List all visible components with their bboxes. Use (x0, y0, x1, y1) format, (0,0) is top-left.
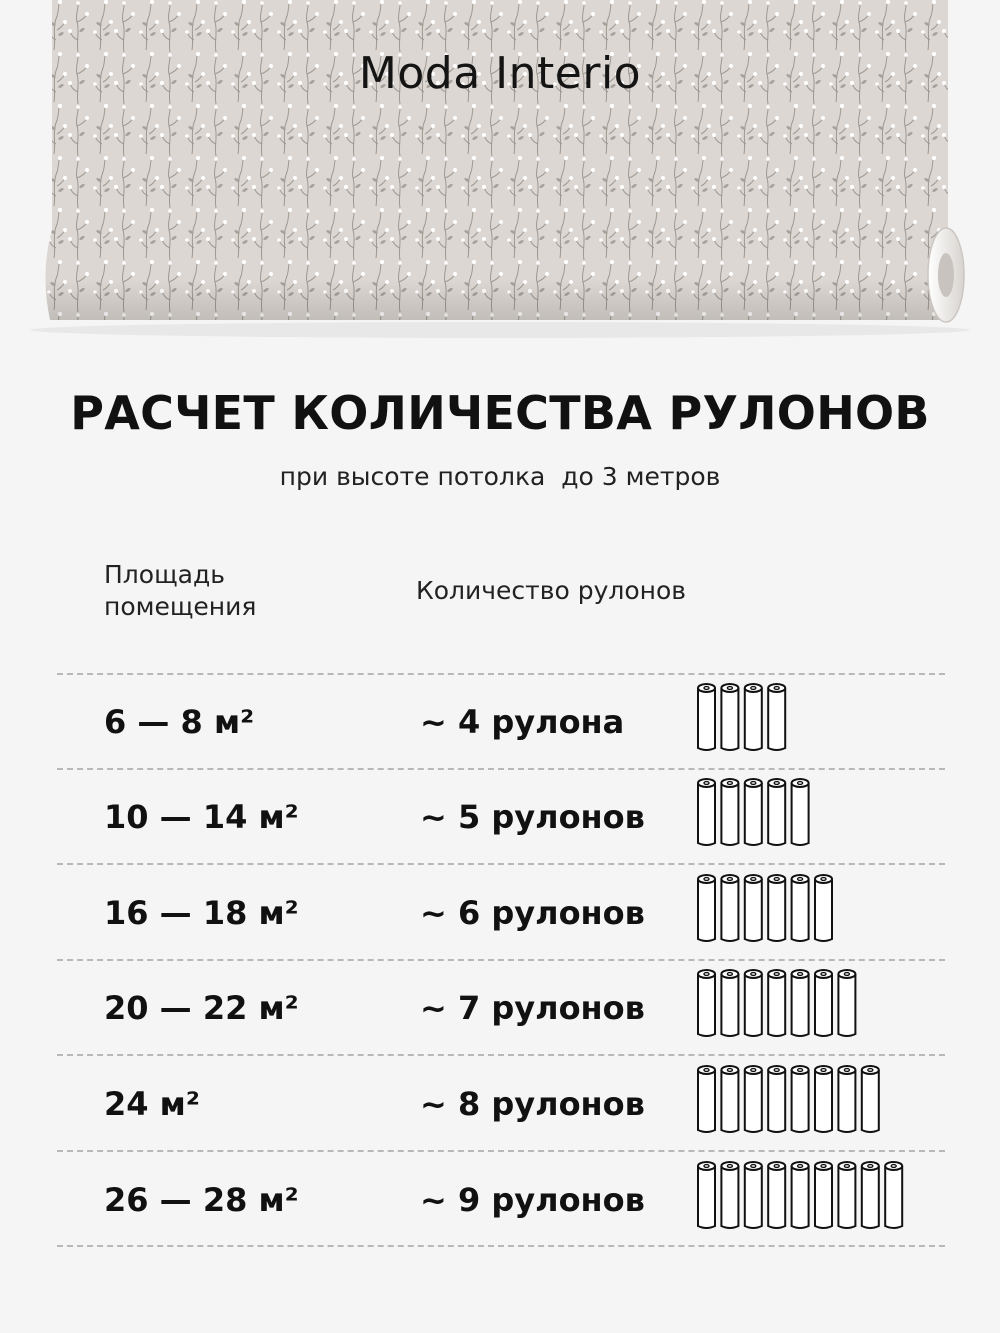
wallpaper-roll-icon (768, 875, 785, 941)
page-subtitle: при высоте потолка до 3 метров (279, 462, 721, 491)
row-area: 20 — 22 м² (104, 989, 299, 1027)
wallpaper-roll-icon (745, 875, 762, 941)
wallpaper-roll-icon (792, 1066, 809, 1132)
wallpaper-roll-icon (698, 779, 715, 845)
wallpaper-roll-icon (721, 875, 738, 941)
row-area: 10 — 14 м² (104, 798, 299, 836)
row-divider (57, 959, 945, 961)
brand-logo: Moda Interio (358, 48, 642, 99)
wallpaper-roll-icon (745, 684, 762, 750)
wallpaper-roll-icon (838, 1162, 855, 1228)
wallpaper-roll-icon (721, 684, 738, 750)
row-divider (57, 673, 945, 675)
wallpaper-roll-banner (0, 0, 1000, 345)
wallpaper-roll-icon (721, 970, 738, 1036)
wallpaper-roll-icon (792, 1162, 809, 1228)
wallpaper-roll-icon (698, 1066, 715, 1132)
wallpaper-roll-icon (815, 970, 832, 1036)
row-roll-count: ~ 5 рулонов (420, 798, 645, 836)
wallpaper-roll-icon (792, 779, 809, 845)
wallpaper-roll-icon (721, 1162, 738, 1228)
rolls-illustration (695, 968, 915, 1044)
wallpaper-roll-icon (768, 1066, 785, 1132)
row-roll-count: ~ 8 рулонов (420, 1085, 645, 1123)
rolls-illustration (695, 682, 915, 758)
wallpaper-roll-icon (792, 970, 809, 1036)
rolls-illustration (695, 873, 915, 949)
wallpaper-roll-icon (745, 1066, 762, 1132)
row-divider (57, 1054, 945, 1056)
wallpaper-roll-icon (862, 1162, 879, 1228)
row-divider (57, 863, 945, 865)
row-divider (57, 1245, 945, 1247)
wallpaper-roll-icon (698, 875, 715, 941)
wallpaper-roll-icon (721, 779, 738, 845)
wallpaper-roll-icon (768, 970, 785, 1036)
wallpaper-roll-icon (838, 1066, 855, 1132)
row-divider (57, 1150, 945, 1152)
row-roll-count: ~ 7 рулонов (420, 989, 645, 1027)
wallpaper-roll-icon (745, 970, 762, 1036)
wallpaper-roll-icon (768, 684, 785, 750)
wallpaper-roll-icon (721, 1066, 738, 1132)
rolls-illustration (695, 777, 915, 853)
row-area: 16 — 18 м² (104, 894, 299, 932)
page-title: РАСЧЕТ КОЛИЧЕСТВА РУЛОНОВ (70, 386, 930, 440)
wallpaper-roll-icon (815, 875, 832, 941)
wallpaper-roll-icon (815, 1162, 832, 1228)
wallpaper-roll-icon (745, 779, 762, 845)
wallpaper-roll-icon (792, 875, 809, 941)
wallpaper-roll-icon (815, 1066, 832, 1132)
wallpaper-roll-icon (698, 970, 715, 1036)
row-roll-count: ~ 4 рулона (420, 703, 625, 741)
rolls-illustration (695, 1160, 915, 1236)
row-roll-count: ~ 6 рулонов (420, 894, 645, 932)
row-area: 6 — 8 м² (104, 703, 255, 741)
wallpaper-roll-icon (768, 779, 785, 845)
wallpaper-roll-icon (745, 1162, 762, 1228)
wallpaper-roll-icon (862, 1066, 879, 1132)
wallpaper-roll-icon (698, 684, 715, 750)
wallpaper-roll-icon (885, 1162, 902, 1228)
wallpaper-roll-icon (768, 1162, 785, 1228)
row-roll-count: ~ 9 рулонов (420, 1181, 645, 1219)
wallpaper-roll-icon (698, 1162, 715, 1228)
row-divider (57, 768, 945, 770)
wallpaper-roll-icon (838, 970, 855, 1036)
row-area: 24 м² (104, 1085, 200, 1123)
rolls-illustration (695, 1064, 915, 1140)
row-area: 26 — 28 м² (104, 1181, 299, 1219)
column-header-count: Количество рулонов (416, 576, 687, 605)
column-header-area: Площадь помещения (104, 560, 257, 621)
